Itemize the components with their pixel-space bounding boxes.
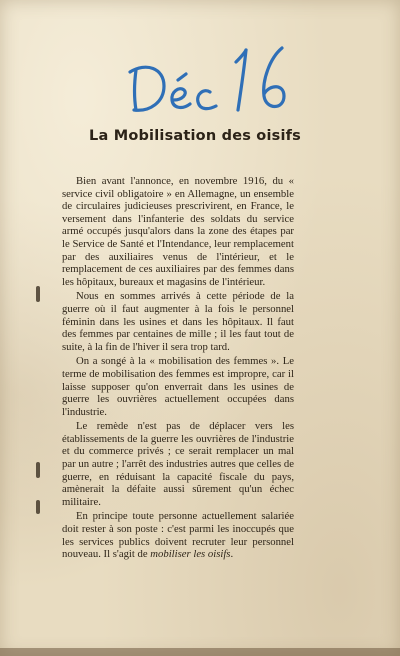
- paragraph-5-text: En principe toute personne actuellement salariée doit rester à son poste : c'est parmi les inoccupés que les services publics doivent recruter leur personnel nouveau. Il s'agit de: [62, 510, 294, 561]
- paragraph-4: Le remède n'est pas de déplacer vers les établissements de la guerre les ouvrières de l'industrie et du commerce privés ; ce serait remplacer un mal par un autre ; l'arrêt des industries autres que celles de guerre, en réduisant la capacité fiscale du pays, amènerait la défaite aussi sûrement qu'un échec militaire.: [62, 420, 294, 508]
- binding-mark: [36, 500, 40, 514]
- page-edge: [0, 648, 400, 656]
- binding-mark: [36, 286, 40, 302]
- article-title: La Mobilisation des oisifs: [89, 128, 301, 144]
- handwritten-note: [124, 40, 294, 118]
- article-body: [62, 175, 294, 563]
- paragraph-1: Bien avant l'annonce, en novembre 1916, du « service civil obligatoire » en Allemagne, un ensemble de circulaires judicieuses prescrivirent, en France, le versement dans l'infanterie des soldats du service armé occupés jusqu'alors dans la zone des étapes par le Service de Santé et l'Intendance, leur remplacement par des auxiliaires venus de l'intérieur, et le remplacement de ces auxiliaires par des femmes dans les hôpitaux, bureaux et magasins de l'intérieur.: [62, 175, 294, 288]
- paragraph-2: Nous en sommes arrivés à cette période de la guerre où il faut augmenter à la fois le personnel féminin dans les usines et dans les hôpitaux. Il faut des femmes par centaines de mille ; il les faut tout de suite, à la fin de l'hiver il sera trop tard.: [62, 290, 294, 353]
- paragraph-5: [62, 510, 294, 560]
- handwritten-note-text: [0, 0, 1, 1]
- paragraph-3: On a songé à la « mobilisation des femmes ». Le terme de mobilisation des femmes est impropre, car il laisse supposer qu'on enverrait dans les usines de guerre les ouvrières actuellement occupées dans l'industrie.: [62, 355, 294, 418]
- paragraph-5-end: .: [230, 548, 234, 561]
- emphasis-text: mobiliser les oisifs: [150, 548, 231, 561]
- binding-mark: [36, 462, 40, 478]
